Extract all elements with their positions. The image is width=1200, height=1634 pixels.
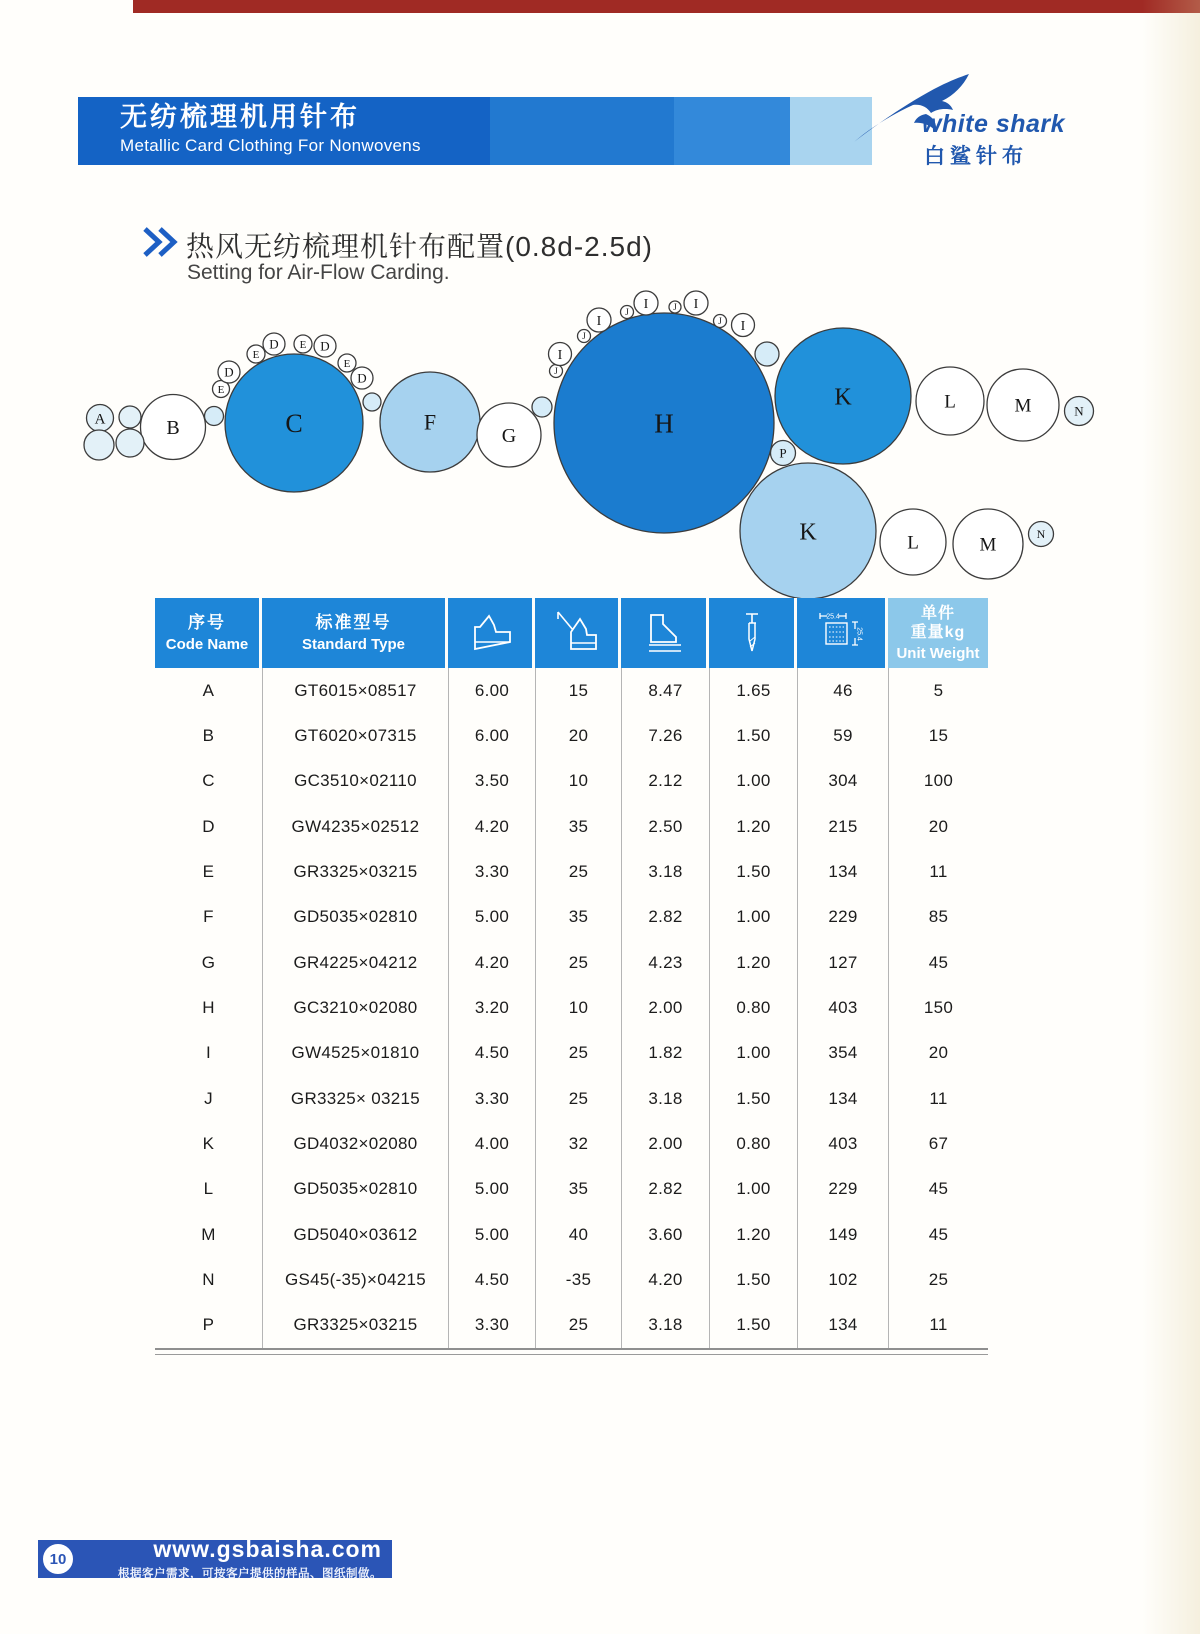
roller-J [621, 306, 634, 319]
svg-text:D: D [224, 364, 234, 380]
roller-F [380, 372, 480, 472]
standard-type-cell: GR3325× 03215 [262, 1076, 448, 1121]
roller-D [218, 361, 240, 383]
table-row [155, 895, 988, 940]
value-cell: 100 [888, 759, 988, 804]
roller-K [775, 328, 911, 464]
roller-D [351, 367, 373, 389]
footer-website: www.gsbaisha.com [153, 1535, 382, 1562]
value-cell: 229 [797, 1167, 888, 1212]
tooth-working-angle-profile-icon [551, 609, 603, 657]
roller-K [740, 463, 876, 599]
standard-type-cell: GT6020×07315 [262, 713, 448, 758]
value-cell: 25 [888, 1257, 988, 1302]
value-cell: 4.50 [448, 1257, 535, 1302]
code-cell: P [202, 1315, 215, 1335]
roller-J [578, 330, 591, 343]
code-cell: C [202, 771, 215, 791]
svg-text:C: C [285, 409, 303, 439]
value-cell: 15 [535, 668, 621, 713]
value-cell: 4.00 [448, 1121, 535, 1166]
svg-text:P: P [779, 445, 787, 461]
svg-text:N: N [1074, 403, 1084, 419]
value-cell: 1.50 [709, 1076, 797, 1121]
value-cell: 1.20 [709, 940, 797, 985]
value-cell: 3.30 [448, 849, 535, 894]
roller-I [549, 343, 572, 366]
col-header-standard-type: 标准型号 Standard Type [262, 598, 448, 668]
svg-text:J: J [554, 366, 558, 377]
value-cell: 2.50 [621, 804, 709, 849]
brand-name-en: white shark [922, 110, 1066, 138]
spec-table-header [155, 598, 988, 668]
value-cell: 134 [797, 1076, 888, 1121]
svg-text:D: D [269, 336, 279, 352]
value-cell: 5.00 [448, 1167, 535, 1212]
svg-text:M: M [1014, 395, 1032, 417]
value-cell: 1.50 [709, 1303, 797, 1348]
standard-type-cell: GR4225×04212 [262, 940, 448, 985]
svg-text:I: I [693, 296, 699, 312]
header-bar-segment-3 [674, 97, 790, 165]
col-header-working-angle [535, 598, 621, 668]
svg-text:E: E [299, 338, 307, 351]
roller-J [714, 315, 727, 328]
header-title-zh: 无纺梳理机用针布 [120, 102, 360, 132]
svg-text:J: J [673, 302, 677, 313]
roller-I [732, 314, 755, 337]
svg-text:J: J [582, 331, 586, 342]
col-header-rib-width [709, 598, 797, 668]
table-row [155, 713, 988, 758]
value-cell: 20 [888, 804, 988, 849]
value-cell: 229 [797, 895, 888, 940]
value-cell: 127 [797, 940, 888, 985]
value-cell: 4.20 [448, 940, 535, 985]
col-header-total-height [448, 598, 535, 668]
svg-text:L: L [944, 391, 956, 413]
value-cell: 25 [535, 1031, 621, 1076]
value-cell: 2.00 [621, 985, 709, 1030]
roller-N [1065, 397, 1094, 426]
roller-D [314, 335, 336, 357]
value-cell: 6.00 [448, 713, 535, 758]
value-cell: 7.26 [621, 713, 709, 758]
table-row [155, 1167, 988, 1212]
value-cell: 20 [535, 713, 621, 758]
svg-text:K: K [834, 384, 852, 411]
roller-aux [116, 429, 144, 457]
value-cell: 1.20 [709, 804, 797, 849]
svg-text:J: J [625, 307, 629, 318]
value-cell: 10 [535, 985, 621, 1030]
section-title-zh: 热风无纺梳理机针布配置(0.8d-2.5d) [186, 231, 653, 262]
value-cell: 2.00 [621, 1121, 709, 1166]
value-cell: 2.82 [621, 1167, 709, 1212]
value-cell: 4.23 [621, 940, 709, 985]
value-cell: 304 [797, 759, 888, 804]
page-top-red-strip [133, 0, 1200, 13]
page-number-badge: 10 [40, 1541, 76, 1577]
svg-text:H: H [654, 408, 674, 439]
value-cell: 0.80 [709, 1121, 797, 1166]
value-cell: 45 [888, 940, 988, 985]
value-cell: 3.30 [448, 1076, 535, 1121]
roller-aux [84, 430, 114, 460]
roller-aux [755, 342, 779, 366]
value-cell: 3.30 [448, 1303, 535, 1348]
table-row [155, 940, 988, 985]
value-cell: 2.82 [621, 895, 709, 940]
code-cell: J [204, 1088, 213, 1108]
svg-text:I: I [596, 313, 602, 329]
code-cell: L [203, 1179, 214, 1199]
svg-text:I: I [557, 347, 563, 363]
value-cell: 3.18 [621, 1076, 709, 1121]
value-cell: 40 [535, 1212, 621, 1257]
code-cell: N [202, 1269, 215, 1289]
svg-text:E: E [343, 357, 351, 370]
value-cell: 6.00 [448, 668, 535, 713]
roller-B [141, 395, 206, 460]
roller-C [225, 354, 363, 492]
roller-aux [363, 393, 381, 411]
table-row [155, 985, 988, 1030]
code-cell: H [202, 997, 215, 1017]
table-row [155, 1031, 988, 1076]
svg-text:D: D [320, 338, 330, 354]
double-chevron-icon [141, 226, 181, 258]
value-cell: 1.00 [709, 895, 797, 940]
value-cell: 134 [797, 1303, 888, 1348]
svg-text:I: I [740, 318, 746, 334]
value-cell: 403 [797, 1121, 888, 1166]
spec-table [155, 598, 988, 1350]
roller-E [338, 354, 356, 372]
value-cell: 1.50 [709, 1257, 797, 1302]
roller-N [1029, 522, 1054, 547]
standard-type-cell: GR3325×03215 [262, 1303, 448, 1348]
value-cell: 25 [535, 1303, 621, 1348]
col-header-unit-weight: 单件 重量kg Unit Weight [888, 598, 988, 668]
value-cell: 46 [797, 668, 888, 713]
roller-L [880, 509, 946, 575]
value-cell: 1.82 [621, 1031, 709, 1076]
value-cell: 85 [888, 895, 988, 940]
svg-text:E: E [217, 383, 225, 396]
svg-text:G: G [501, 425, 517, 447]
value-cell: 10 [535, 759, 621, 804]
roller-E [247, 345, 265, 363]
value-cell: 11 [888, 1076, 988, 1121]
roller-L [916, 367, 984, 435]
value-cell: 25 [535, 849, 621, 894]
value-cell: 3.18 [621, 849, 709, 894]
col-header-code-name: 序号 Code Name [155, 598, 262, 668]
value-cell: 32 [535, 1121, 621, 1166]
points-density-square-icon [813, 607, 869, 659]
value-cell: 134 [797, 849, 888, 894]
roller-J [550, 365, 563, 378]
col-header-tooth-pitch [621, 598, 709, 668]
value-cell: 4.20 [448, 804, 535, 849]
tooth-total-height-profile-icon [464, 609, 516, 657]
tooth-pitch-profile-icon [638, 609, 690, 657]
code-cell: B [202, 725, 215, 745]
section-title-en: Setting for Air-Flow Carding. [187, 261, 450, 284]
value-cell: 354 [797, 1031, 888, 1076]
value-cell: 59 [797, 713, 888, 758]
standard-type-cell: GR3325×03215 [262, 849, 448, 894]
value-cell: 102 [797, 1257, 888, 1302]
value-cell: 215 [797, 804, 888, 849]
table-bottom-rule [155, 1354, 988, 1355]
roller-E [294, 335, 312, 353]
value-cell: 1.50 [709, 713, 797, 758]
brand-logo [852, 66, 1082, 171]
brand-name-zh: 白鲨针布 [924, 145, 1028, 168]
standard-type-cell: GD5040×03612 [262, 1212, 448, 1257]
standard-type-cell: GC3210×02080 [262, 985, 448, 1030]
value-cell: 15 [888, 713, 988, 758]
value-cell: 25 [535, 940, 621, 985]
value-cell: 403 [797, 985, 888, 1030]
standard-type-cell: GD5035×02810 [262, 895, 448, 940]
roller-I [684, 291, 708, 315]
value-cell: 150 [888, 985, 988, 1030]
table-row [155, 1121, 988, 1166]
table-row [155, 1303, 988, 1348]
scan-edge-shadow [1142, 0, 1200, 1634]
roller-M [987, 369, 1059, 441]
svg-text:I: I [643, 296, 649, 312]
svg-text:D: D [357, 370, 367, 386]
value-cell: 1.00 [709, 1167, 797, 1212]
roller-G [477, 403, 541, 467]
table-row [155, 1212, 988, 1257]
value-cell: 3.50 [448, 759, 535, 804]
code-cell: G [201, 952, 216, 972]
svg-text:L: L [907, 532, 919, 554]
roller-aux [532, 397, 552, 417]
value-cell: 0.80 [709, 985, 797, 1030]
col-header-points-density [797, 598, 888, 668]
svg-text:B: B [166, 417, 180, 439]
value-cell: 2.12 [621, 759, 709, 804]
value-cell: 45 [888, 1167, 988, 1212]
value-cell: 3.60 [621, 1212, 709, 1257]
header-bar-segment-2 [490, 97, 674, 165]
value-cell: 5.00 [448, 895, 535, 940]
footer-bar [38, 1535, 392, 1580]
code-cell: E [202, 861, 215, 881]
value-cell: 5.00 [448, 1212, 535, 1257]
roller-M [953, 509, 1023, 579]
value-cell: 4.20 [621, 1257, 709, 1302]
table-row [155, 1257, 988, 1302]
value-cell: 35 [535, 804, 621, 849]
standard-type-cell: GD4032×02080 [262, 1121, 448, 1166]
table-row [155, 804, 988, 849]
code-cell: I [205, 1043, 212, 1063]
svg-text:A: A [94, 411, 106, 428]
roller-J [669, 301, 681, 313]
carding-roller-diagram [0, 280, 1200, 602]
svg-text:J: J [718, 316, 722, 327]
rib-width-section-icon [726, 609, 778, 657]
table-row [155, 759, 988, 804]
svg-text:25.4: 25.4 [855, 627, 863, 641]
value-cell: 11 [888, 1303, 988, 1348]
table-row [155, 668, 988, 713]
value-cell: 1.00 [709, 1031, 797, 1076]
value-cell: 20 [888, 1031, 988, 1076]
svg-text:N: N [1036, 527, 1046, 542]
standard-type-cell: GW4525×01810 [262, 1031, 448, 1076]
svg-text:K: K [799, 519, 817, 546]
value-cell: 11 [888, 849, 988, 894]
value-cell: 3.18 [621, 1303, 709, 1348]
roller-P [771, 441, 796, 466]
svg-text:M: M [979, 534, 997, 556]
value-cell: 1.50 [709, 849, 797, 894]
header-titles [120, 103, 421, 156]
value-cell: 35 [535, 1167, 621, 1212]
code-cell: D [202, 816, 215, 836]
standard-type-cell: GS45(-35)×04215 [262, 1257, 448, 1302]
svg-text:F: F [423, 409, 437, 435]
footer-note: 根据客户需求，可按客户提供的样品、图纸制做。 [118, 1567, 382, 1580]
value-cell: 1.65 [709, 668, 797, 713]
value-cell: 4.50 [448, 1031, 535, 1076]
roller-I [634, 291, 658, 315]
value-cell: 45 [888, 1212, 988, 1257]
table-row [155, 849, 988, 894]
value-cell: -35 [535, 1257, 621, 1302]
standard-type-cell: GD5035×02810 [262, 1167, 448, 1212]
code-cell: A [202, 680, 215, 700]
roller-D [263, 333, 285, 355]
value-cell: 67 [888, 1121, 988, 1166]
spec-table-body [155, 668, 988, 1350]
header-title-en: Metallic Card Clothing For Nonwovens [120, 135, 421, 155]
roller-I [587, 308, 611, 332]
standard-type-cell: GT6015×08517 [262, 668, 448, 713]
value-cell: 8.47 [621, 668, 709, 713]
value-cell: 35 [535, 895, 621, 940]
code-cell: F [203, 907, 214, 927]
value-cell: 3.20 [448, 985, 535, 1030]
value-cell: 149 [797, 1212, 888, 1257]
value-cell: 1.20 [709, 1212, 797, 1257]
svg-text:E: E [252, 348, 260, 361]
roller-H [554, 313, 774, 533]
table-row [155, 1076, 988, 1121]
standard-type-cell: GC3510×02110 [262, 759, 448, 804]
code-cell: M [201, 1224, 216, 1244]
roller-A [87, 405, 114, 432]
standard-type-cell: GW4235×02512 [262, 804, 448, 849]
value-cell: 1.00 [709, 759, 797, 804]
value-cell: 25 [535, 1076, 621, 1121]
code-cell: K [202, 1133, 215, 1153]
roller-aux [119, 406, 141, 428]
value-cell: 5 [888, 668, 988, 713]
svg-text:25.4: 25.4 [826, 613, 840, 621]
roller-aux [205, 407, 224, 426]
